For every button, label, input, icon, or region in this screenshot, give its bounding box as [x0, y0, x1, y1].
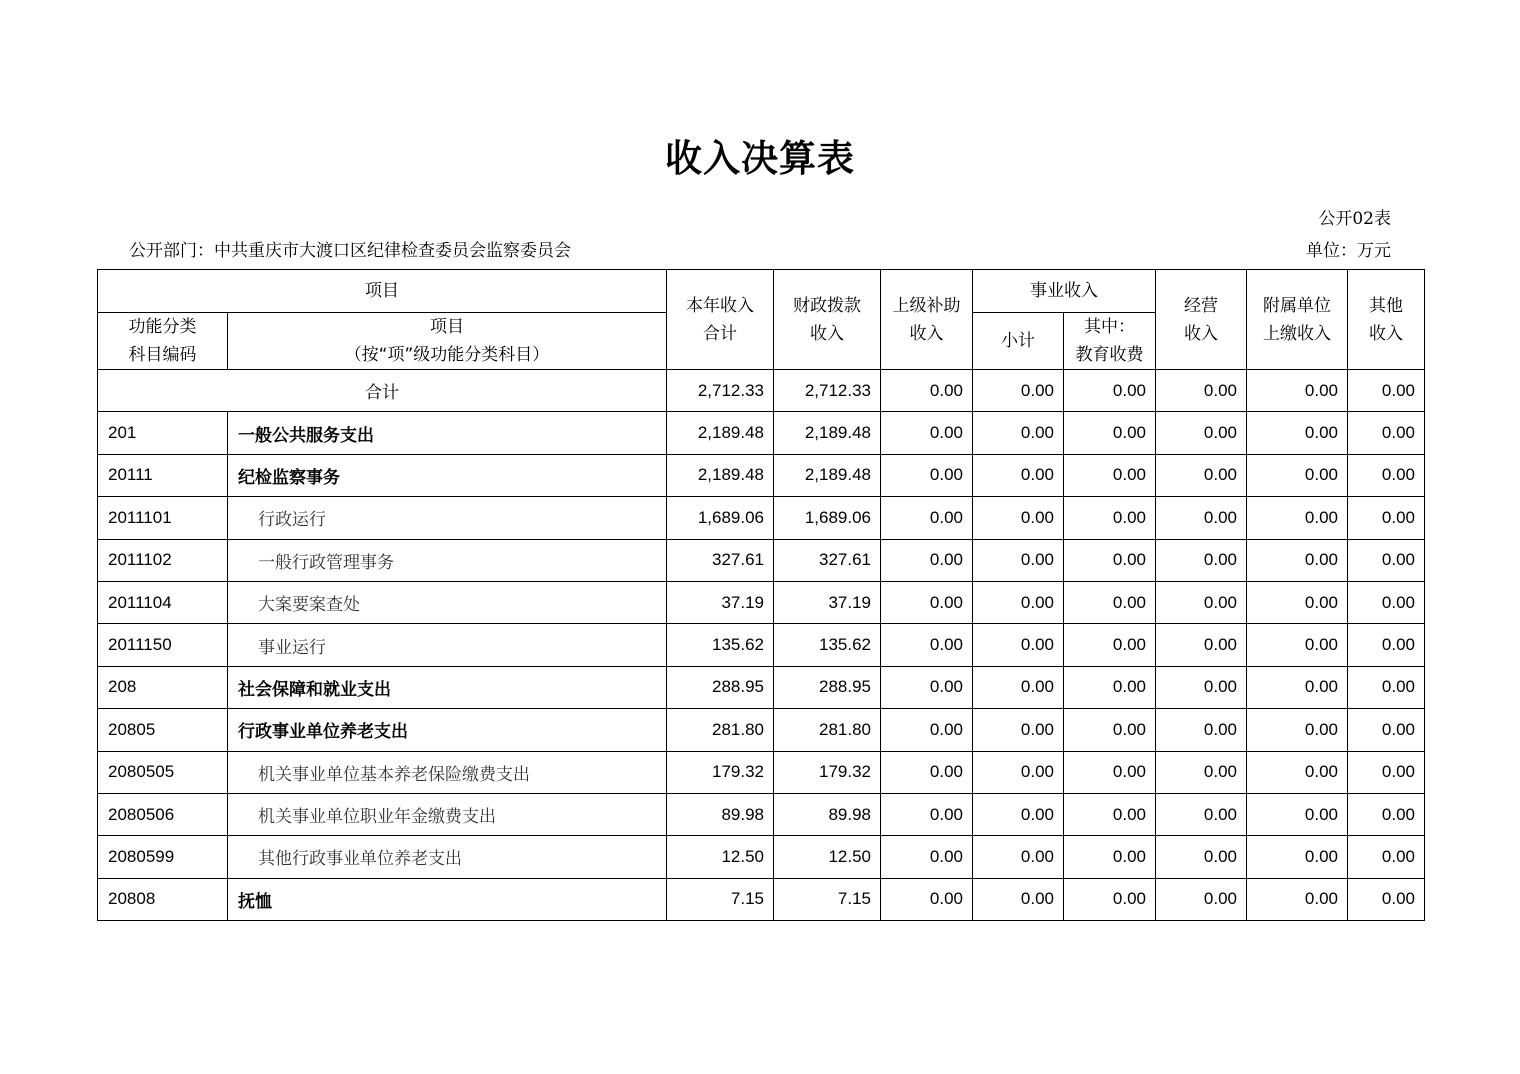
header-other-line1: 其他: [1369, 295, 1403, 316]
header-code-line2: 科目编码: [128, 345, 197, 365]
row-value: 0.00: [1247, 497, 1348, 539]
header-other-line2: 收入: [1369, 323, 1403, 344]
row-value: 0.00: [881, 666, 973, 708]
row-value: 0.00: [1156, 412, 1247, 454]
table-row: [98, 709, 1425, 751]
row-value: 0.00: [1064, 878, 1156, 920]
table-row: [98, 751, 1425, 793]
row-value: 0.00: [973, 497, 1064, 539]
row-value: 0.00: [1156, 454, 1247, 496]
row-value: 2,189.48: [774, 412, 881, 454]
row-value: 89.98: [774, 793, 881, 835]
row-value: 288.95: [667, 666, 774, 708]
row-name: 机关事业单位基本养老保险缴费支出: [228, 751, 667, 793]
department-label: 公开部门：中共重庆市大渡口区纪律检查委员会监察委员会: [129, 241, 571, 261]
row-value: 0.00: [1348, 793, 1425, 835]
header-edu-fee: [1064, 313, 1156, 370]
row-value: 281.80: [774, 709, 881, 751]
header-subtotal: 小计: [973, 313, 1064, 370]
table-row: [98, 624, 1425, 666]
header-total-line1: 本年收入: [686, 295, 754, 316]
row-value: 37.19: [667, 581, 774, 623]
row-value: 0.00: [1064, 539, 1156, 581]
table-row: [98, 666, 1425, 708]
header-operating-line2: 收入: [1184, 323, 1218, 344]
row-value: 0.00: [1348, 878, 1425, 920]
row-name: 纪检监察事务: [228, 454, 667, 496]
page-title: 收入决算表: [665, 137, 855, 180]
row-value: 0.00: [1064, 751, 1156, 793]
header-affiliated-line2: 上缴收入: [1263, 323, 1331, 344]
header-subsidy-line1: 上级补助: [892, 295, 961, 316]
row-value: 0.00: [1156, 793, 1247, 835]
row-value: 0.00: [1348, 751, 1425, 793]
total-value: 0.00: [973, 370, 1064, 412]
header-fiscal-line1: 财政拨款: [793, 295, 861, 316]
header-subsidy: [881, 270, 973, 370]
header-operating-line1: 经营: [1184, 295, 1218, 316]
row-value: 327.61: [774, 539, 881, 581]
row-value: 288.95: [774, 666, 881, 708]
row-value: 0.00: [1064, 581, 1156, 623]
row-value: 0.00: [1064, 666, 1156, 708]
table-row: [98, 539, 1425, 581]
row-name: 事业运行: [228, 624, 667, 666]
header-subsidy-line2: 收入: [909, 323, 944, 344]
unit-label: 单位：万元: [1306, 241, 1391, 261]
row-code: 20808: [98, 878, 228, 920]
row-value: 0.00: [1247, 709, 1348, 751]
table-row: [98, 581, 1425, 623]
header-name: [228, 313, 667, 370]
row-name: 一般公共服务支出: [228, 412, 667, 454]
row-value: 0.00: [973, 666, 1064, 708]
total-value: 0.00: [1064, 370, 1156, 412]
header-fiscal-line2: 收入: [810, 323, 844, 344]
row-name: 抚恤: [228, 878, 667, 920]
row-value: 135.62: [774, 624, 881, 666]
row-value: 7.15: [667, 878, 774, 920]
row-code: 2080506: [98, 793, 228, 835]
header-name-line2: （按“项”级功能分类科目）: [344, 345, 550, 365]
header-total: [667, 270, 774, 370]
row-value: 0.00: [1064, 412, 1156, 454]
total-value: 0.00: [1247, 370, 1348, 412]
row-name: 其他行政事业单位养老支出: [228, 836, 667, 878]
row-value: 0.00: [1348, 624, 1425, 666]
header-edu-line2: 教育收费: [1075, 345, 1144, 365]
row-code: 208: [98, 666, 228, 708]
header-fiscal: [774, 270, 881, 370]
row-name: 机关事业单位职业年金缴费支出: [228, 793, 667, 835]
row-value: 0.00: [1156, 836, 1247, 878]
row-value: 0.00: [1064, 793, 1156, 835]
header-name-line1: 项目: [430, 317, 464, 337]
table-row: [98, 497, 1425, 539]
total-value: 0.00: [881, 370, 973, 412]
row-value: 0.00: [1156, 497, 1247, 539]
row-value: 0.00: [1156, 878, 1247, 920]
table-row: [98, 412, 1425, 454]
row-value: 0.00: [1348, 709, 1425, 751]
row-value: 0.00: [1064, 497, 1156, 539]
row-value: 0.00: [973, 751, 1064, 793]
row-value: 0.00: [1348, 666, 1425, 708]
header-affiliated: [1247, 270, 1348, 370]
row-name: 一般行政管理事务: [228, 539, 667, 581]
row-value: 0.00: [881, 709, 973, 751]
row-value: 0.00: [1156, 624, 1247, 666]
row-value: 0.00: [1348, 836, 1425, 878]
row-value: 0.00: [881, 539, 973, 581]
table-row: [98, 793, 1425, 835]
row-code: 2011102: [98, 539, 228, 581]
row-value: 1,689.06: [667, 497, 774, 539]
table-row: [98, 454, 1425, 496]
row-value: 0.00: [973, 581, 1064, 623]
row-value: 0.00: [1064, 454, 1156, 496]
row-value: 179.32: [774, 751, 881, 793]
form-number: 公开02表: [1318, 209, 1391, 229]
row-value: 0.00: [973, 624, 1064, 666]
row-value: 0.00: [1156, 581, 1247, 623]
row-value: 0.00: [1156, 751, 1247, 793]
row-name: 行政运行: [228, 497, 667, 539]
total-value: 2,712.33: [667, 370, 774, 412]
header-edu-line1: 其中：: [1084, 317, 1135, 337]
total-value: 2,712.33: [774, 370, 881, 412]
row-name: 社会保障和就业支出: [228, 666, 667, 708]
row-value: 12.50: [774, 836, 881, 878]
table-row: [98, 878, 1425, 920]
row-value: 0.00: [973, 878, 1064, 920]
row-value: 0.00: [973, 412, 1064, 454]
header-code-line1: 功能分类: [128, 317, 197, 337]
row-value: 0.00: [1064, 836, 1156, 878]
row-value: 0.00: [881, 878, 973, 920]
row-value: 0.00: [973, 454, 1064, 496]
row-code: 20111: [98, 454, 228, 496]
row-value: 0.00: [1156, 666, 1247, 708]
total-row: [98, 370, 1425, 412]
row-value: 0.00: [881, 836, 973, 878]
row-value: 0.00: [881, 497, 973, 539]
row-value: 0.00: [973, 793, 1064, 835]
row-value: 0.00: [1247, 878, 1348, 920]
header-code: [98, 313, 228, 370]
row-value: 0.00: [1247, 412, 1348, 454]
row-value: 0.00: [1247, 539, 1348, 581]
row-value: 0.00: [973, 709, 1064, 751]
row-value: 37.19: [774, 581, 881, 623]
total-value: 0.00: [1348, 370, 1425, 412]
row-value: 0.00: [1156, 709, 1247, 751]
row-value: 0.00: [1348, 497, 1425, 539]
row-value: 0.00: [1247, 751, 1348, 793]
total-value: 0.00: [1156, 370, 1247, 412]
row-value: 0.00: [1064, 624, 1156, 666]
row-code: 20805: [98, 709, 228, 751]
row-code: 2080599: [98, 836, 228, 878]
row-value: 0.00: [1247, 836, 1348, 878]
row-value: 0.00: [1247, 666, 1348, 708]
table-row: [98, 836, 1425, 878]
row-value: 2,189.48: [667, 454, 774, 496]
row-value: 281.80: [667, 709, 774, 751]
row-code: 201: [98, 412, 228, 454]
row-value: 0.00: [1348, 539, 1425, 581]
total-label: 合计: [98, 370, 667, 412]
row-name: 大案要案查处: [228, 581, 667, 623]
row-value: 327.61: [667, 539, 774, 581]
row-value: 0.00: [1247, 454, 1348, 496]
row-value: 0.00: [881, 454, 973, 496]
row-value: 89.98: [667, 793, 774, 835]
row-value: 0.00: [881, 581, 973, 623]
row-name: 行政事业单位养老支出: [228, 709, 667, 751]
header-affiliated-line1: 附属单位: [1263, 295, 1331, 316]
row-value: 0.00: [1348, 454, 1425, 496]
row-value: 0.00: [973, 836, 1064, 878]
row-value: 12.50: [667, 836, 774, 878]
row-code: 2011101: [98, 497, 228, 539]
row-value: 0.00: [1247, 624, 1348, 666]
row-code: 2011104: [98, 581, 228, 623]
header-item: 项目: [98, 270, 667, 313]
row-code: 2080505: [98, 751, 228, 793]
row-value: 135.62: [667, 624, 774, 666]
row-value: 0.00: [881, 412, 973, 454]
row-value: 179.32: [667, 751, 774, 793]
header-career: 事业收入: [973, 270, 1156, 313]
row-value: 0.00: [973, 539, 1064, 581]
income-table: [97, 269, 1425, 921]
row-value: 0.00: [881, 624, 973, 666]
row-value: 0.00: [881, 793, 973, 835]
row-value: 0.00: [881, 751, 973, 793]
row-value: 0.00: [1247, 793, 1348, 835]
row-value: 0.00: [1064, 709, 1156, 751]
row-value: 1,689.06: [774, 497, 881, 539]
header-total-line2: 合计: [703, 323, 737, 344]
header-other: [1348, 270, 1425, 370]
row-value: 0.00: [1348, 581, 1425, 623]
row-value: 0.00: [1156, 539, 1247, 581]
row-code: 2011150: [98, 624, 228, 666]
row-value: 0.00: [1247, 581, 1348, 623]
row-value: 2,189.48: [667, 412, 774, 454]
row-value: 0.00: [1348, 412, 1425, 454]
header-operating: [1156, 270, 1247, 370]
row-value: 2,189.48: [774, 454, 881, 496]
row-value: 7.15: [774, 878, 881, 920]
